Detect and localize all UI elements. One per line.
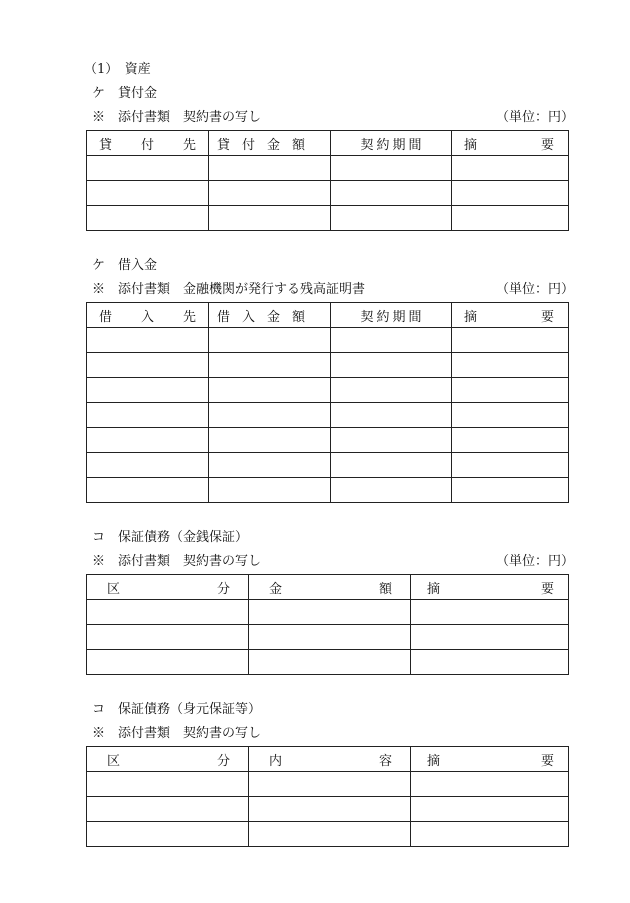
table-cell[interactable] <box>209 453 331 478</box>
table-cell[interactable] <box>87 453 209 478</box>
table-cell[interactable] <box>209 156 331 181</box>
borrowings-attachment-note: ※ 添付書類 金融機関が発行する残高証明書 <box>92 282 366 297</box>
column-header-content: 内 容 <box>249 747 411 772</box>
column-header-contract-period: 契 約 期 間 <box>331 303 452 328</box>
table-cell[interactable] <box>249 797 411 822</box>
section-title: （1） 資産 <box>84 62 151 77</box>
column-header-lender: 借 入 先 <box>87 303 209 328</box>
table-cell[interactable] <box>87 822 249 847</box>
column-header-amount: 金 額 <box>249 575 411 600</box>
table-row <box>87 822 569 847</box>
loans-receivable-unit-label: （単位：円） <box>496 110 575 125</box>
table-cell[interactable] <box>411 797 569 822</box>
table-cell[interactable] <box>331 453 452 478</box>
borrowings-unit-label: （単位：円） <box>496 282 575 297</box>
table-cell[interactable] <box>331 428 452 453</box>
monetary-guarantee-table <box>86 574 569 675</box>
column-header-remarks: 摘 要 <box>411 747 569 772</box>
table-cell[interactable] <box>452 156 569 181</box>
table-cell[interactable] <box>87 650 249 675</box>
table-cell[interactable] <box>331 156 452 181</box>
column-header-remarks: 摘 要 <box>411 575 569 600</box>
table-cell[interactable] <box>249 650 411 675</box>
table-cell[interactable] <box>331 378 452 403</box>
monetary-guarantee-heading: コ 保証債務（金銭保証） <box>92 530 249 545</box>
column-header-lender: 貸 付 先 <box>87 131 209 156</box>
table-cell[interactable] <box>331 353 452 378</box>
table-cell[interactable] <box>87 328 209 353</box>
table-cell[interactable] <box>411 625 569 650</box>
monetary-guarantee-attachment-note: ※ 添付書類 契約書の写し <box>92 554 262 569</box>
column-header-contract-period: 契 約 期 間 <box>331 131 452 156</box>
loans-receivable-heading: ケ 貸付金 <box>92 86 158 101</box>
borrowings-heading: ケ 借入金 <box>92 258 158 273</box>
table-cell[interactable] <box>249 600 411 625</box>
table-cell[interactable] <box>209 353 331 378</box>
table-cell[interactable] <box>452 353 569 378</box>
table-row <box>87 428 569 453</box>
table-cell[interactable] <box>249 772 411 797</box>
column-header-remarks: 摘 要 <box>452 303 569 328</box>
personal-guarantee-heading: コ 保証債務（身元保証等） <box>92 702 262 717</box>
table-header-row <box>87 575 569 600</box>
table-cell[interactable] <box>331 403 452 428</box>
table-cell[interactable] <box>209 206 331 231</box>
table-row <box>87 650 569 675</box>
personal-guarantee-attachment-note: ※ 添付書類 契約書の写し <box>92 726 262 741</box>
table-row <box>87 181 569 206</box>
table-cell[interactable] <box>87 181 209 206</box>
table-cell[interactable] <box>249 822 411 847</box>
table-cell[interactable] <box>331 206 452 231</box>
table-row <box>87 772 569 797</box>
table-row <box>87 378 569 403</box>
table-row <box>87 403 569 428</box>
table-cell[interactable] <box>249 625 411 650</box>
loans-receivable-table <box>86 130 569 231</box>
table-cell[interactable] <box>87 378 209 403</box>
table-cell[interactable] <box>411 772 569 797</box>
table-cell[interactable] <box>331 328 452 353</box>
table-header-row <box>87 747 569 772</box>
table-row <box>87 625 569 650</box>
table-cell[interactable] <box>331 478 452 503</box>
table-cell[interactable] <box>209 328 331 353</box>
table-row <box>87 478 569 503</box>
table-cell[interactable] <box>452 403 569 428</box>
table-cell[interactable] <box>452 181 569 206</box>
table-cell[interactable] <box>411 650 569 675</box>
personal-guarantee-table <box>86 746 569 847</box>
table-row <box>87 156 569 181</box>
table-cell[interactable] <box>87 428 209 453</box>
table-cell[interactable] <box>209 378 331 403</box>
table-cell[interactable] <box>87 353 209 378</box>
table-cell[interactable] <box>452 428 569 453</box>
table-cell[interactable] <box>87 600 249 625</box>
table-row <box>87 453 569 478</box>
table-row <box>87 600 569 625</box>
loans-receivable-attachment-note: ※ 添付書類 契約書の写し <box>92 110 262 125</box>
table-cell[interactable] <box>411 822 569 847</box>
table-header-row <box>87 303 569 328</box>
column-header-borrowed-amount: 借 入 金 額 <box>209 303 331 328</box>
table-row <box>87 206 569 231</box>
table-cell[interactable] <box>87 403 209 428</box>
column-header-remarks: 摘 要 <box>452 131 569 156</box>
table-cell[interactable] <box>209 428 331 453</box>
table-cell[interactable] <box>87 625 249 650</box>
table-cell[interactable] <box>452 478 569 503</box>
table-row <box>87 328 569 353</box>
table-cell[interactable] <box>209 478 331 503</box>
table-cell[interactable] <box>87 156 209 181</box>
column-header-category: 区 分 <box>87 575 249 600</box>
column-header-category: 区 分 <box>87 747 249 772</box>
table-cell[interactable] <box>209 181 331 206</box>
table-cell[interactable] <box>452 206 569 231</box>
column-header-loan-amount: 貸 付 金 額 <box>209 131 331 156</box>
table-cell[interactable] <box>331 181 452 206</box>
table-cell[interactable] <box>209 403 331 428</box>
table-row <box>87 797 569 822</box>
table-cell[interactable] <box>87 478 209 503</box>
borrowings-table <box>86 302 569 503</box>
table-cell[interactable] <box>87 206 209 231</box>
table-row <box>87 353 569 378</box>
table-cell[interactable] <box>87 772 249 797</box>
table-cell[interactable] <box>452 378 569 403</box>
monetary-guarantee-unit-label: （単位：円） <box>496 554 575 569</box>
table-header-row <box>87 131 569 156</box>
table-cell[interactable] <box>452 453 569 478</box>
table-cell[interactable] <box>411 600 569 625</box>
table-cell[interactable] <box>452 328 569 353</box>
table-cell[interactable] <box>87 797 249 822</box>
